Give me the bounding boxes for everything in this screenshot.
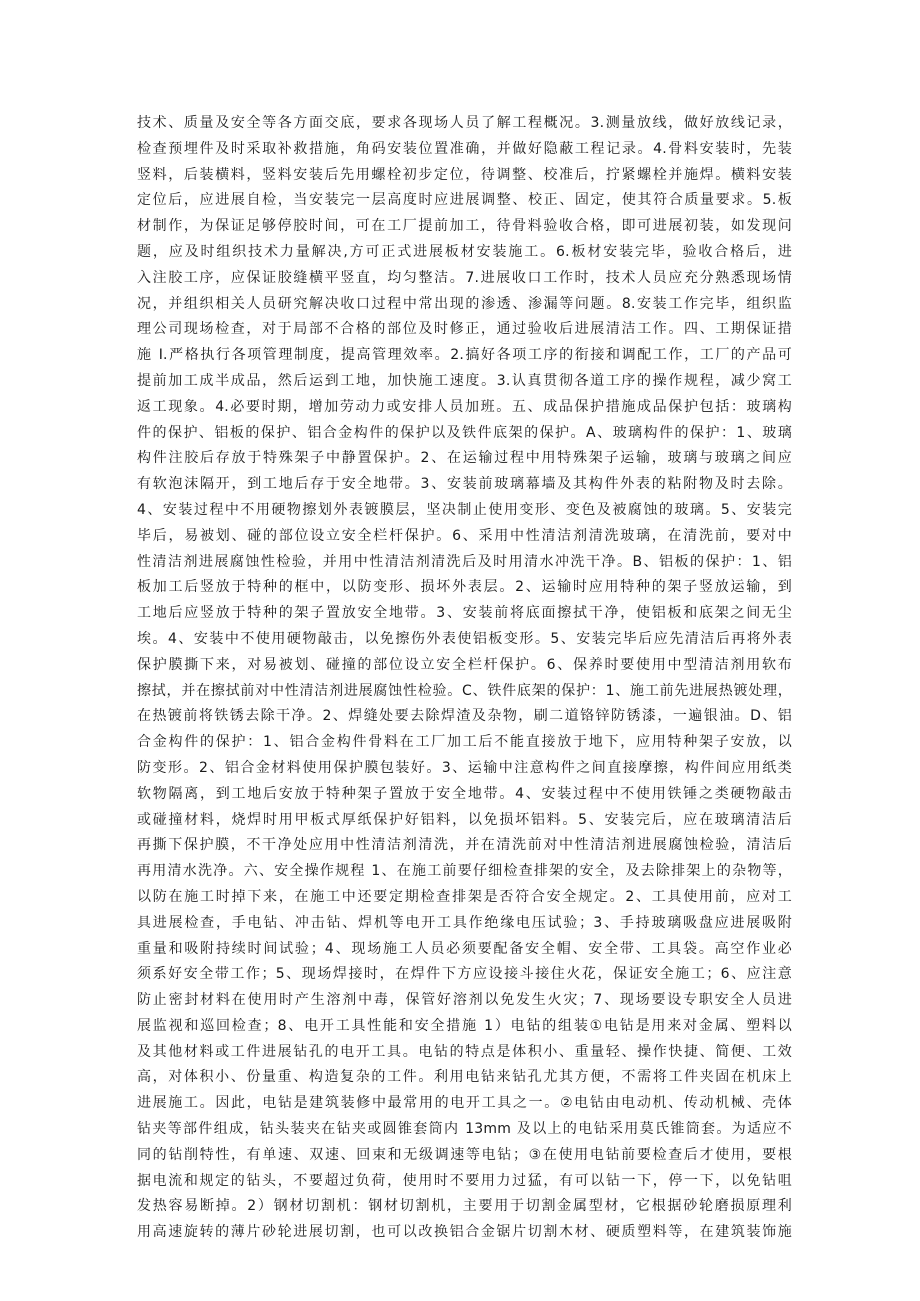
text-line: 提前加工成半成品，然后运到工地，加快施工速度。3.认真贯彻各道工序的操作规程，减少窝工 [137, 372, 792, 389]
text-line: 况，并组织相关人员研究解决收口过程中常出现的渗透、渗漏等问题。8.安装工作完毕，组织监 [137, 295, 792, 312]
text-line: 及其他材料或工件进展钻孔的电开工具。电钻的特点是体积小、重量轻、操作快捷、简便、工效 [137, 1043, 792, 1060]
text-line: 再用清水洗净。六、安全操作规程 1、在施工前要仔细检查排架的安全，及去除排架上的杂物等， [137, 863, 792, 880]
text-line: 发热容易断掉。2）钢材切割机：钢材切割机，主要用于切割金属型材，它根据砂轮磨损原理利 [137, 1198, 792, 1215]
text-line: 竖料，后装横料，竖料安装后先用螺栓初步定位，待调整、校准后，拧紧螺栓并施焊。横料安装 [137, 166, 792, 183]
body-text [137, 111, 792, 1246]
text-line: 4、安装过程中不用硬物擦划外表镀膜层，坚决制止使用变形、变色及被腐蚀的玻璃。5、安装完 [137, 501, 792, 518]
text-line: 据电流和规定的钻头，不要超过负荷，使用时不要用力过猛，有可以钻一下，停一下，以免钻咀 [137, 1172, 792, 1189]
text-line: 擦拭，并在擦拭前对中性清洁剂进展腐蚀性检验。C、铁件底架的保护：1、施工前先进展热镀处理， [137, 682, 792, 699]
text-line: 同的钻削特性，有单速、双速、回束和无级调速等电钻；③在使用电钻前要检查后才使用，要根 [137, 1146, 792, 1163]
text-line: 理公司现场检查，对于局部不合格的部位及时修正，通过验收后进展清洁工作。四、工期保证措 [137, 321, 792, 338]
text-line: 构件注胶后存放于特殊架子中静置保护。2、在运输过程中用特殊架子运输，玻璃与玻璃之间应 [137, 450, 792, 467]
text-line: 重量和吸附持续时间试验；4、现场施工人员必须要配备安全帽、安全带、工具袋。高空作业必 [137, 940, 792, 957]
text-line: 高，对体积小、份量重、构造复杂的工件。利用电钻来钻孔尤其方便，不需将工件夹固在机床上 [137, 1069, 792, 1086]
text-line: 毕后，易被划、碰的部位设立安全栏杆保护。6、采用中性清洁剂清洗玻璃，在清洗前，要对中 [137, 527, 792, 544]
text-line: 工地后应竖放于特种的架子置放安全地带。3、安装前将底面擦拭干净，使铝板和底架之间无尘 [137, 605, 792, 622]
text-line: 防变形。2、铝合金材料使用保护膜包装好。3、运输中注意构件之间直接摩擦，构件间应用纸类 [137, 759, 792, 776]
text-line: 施 I.严格执行各项管理制度，提高管理效率。2.搞好各项工序的衔接和调配工作，工厂的产品可 [137, 347, 792, 364]
text-line: 入注胶工序，应保证胶缝横平竖直，均匀整洁。7.进展收口工作时，技术人员应充分熟悉现场情 [137, 269, 792, 286]
text-line: 钻夹等部件组成，钻头装夹在钻夹或圆锥套筒内 13mm 及以上的电钻采用莫氏锥筒套。为适应不 [137, 1121, 792, 1138]
text-line: 技术、质量及安全等各方面交底，要求各现场人员了解工程概况。3.测量放线，做好放线记录， [137, 115, 792, 131]
text-line: 检查预埋件及时采取补救措施，角码安装位置准确，并做好隐蔽工程记录。4.骨料安装时，先装 [137, 140, 792, 157]
text-line: 材制作，为保证足够停胶时间，可在工厂提前加工，待骨料验收合格，即可进展初装，如发现问 [137, 218, 792, 235]
text-line: 具进展检查，手电钻、冲击钻、焊机等电开工具作绝缘电压试验；3、手持玻璃吸盘应进展吸附 [137, 914, 792, 931]
text-line: 性清洁剂进展腐蚀性检验，并用中性清洁剂清洗后及时用清水冲洗干净。B、铝板的保护：1、铝 [137, 553, 792, 570]
text-line: 有软泡沫隔开，到工地后存于安全地带。3、安装前玻璃幕墙及其构件外表的粘附物及时去除。 [137, 476, 792, 493]
text-line: 以防在施工时掉下来，在施工中还要定期检查排架是否符合安全规定。2、工具使用前，应对工 [137, 888, 792, 905]
text-line: 进展施工。因此，电钻是建筑装修中最常用的电开工具之一。②电钻由电动机、传动机械、壳体 [137, 1095, 792, 1112]
text-line: 件的保护、铝板的保护、铝合金构件的保护以及铁件底架的保护。A、玻璃构件的保护：1、玻璃 [137, 424, 792, 441]
text-line: 返工现象。4.必要时期，增加劳动力或安排人员加班。五、成品保护措施成品保护包括：玻璃构 [137, 398, 792, 415]
text-line: 在热镀前将铁锈去除干净。2、焊缝处要去除焊渣及杂物，刷二道铬锌防锈漆，一遍银油。D、铝 [137, 708, 792, 725]
text-line: 须系好安全带工作；5、现场焊接时，在焊件下方应设接斗接住火花，保证安全施工；6、应注意 [137, 966, 792, 983]
text-line: 题，应及时组织技术力量解决,方可正式进展板材安装施工。6.板材安装完毕，验收合格后，进 [137, 243, 792, 260]
text-line: 板加工后竖放于特种的框中，以防变形、损坏外表层。2、运输时应用特种的架子竖放运输，到 [137, 579, 792, 596]
text-line: 定位后，应进展自检，当安装完一层高度时应进展调整、校正、固定，使其符合质量要求。5.板 [137, 192, 792, 209]
text-line: 合金构件的保护：1、铝合金构件骨料在工厂加工后不能直接放于地下，应用特种架子安放，以 [137, 734, 792, 751]
text-line: 防止密封材料在使用时产生溶剂中毒，保管好溶剂以免发生火灾；7、现场要设专职安全人员进 [137, 992, 792, 1009]
text-line: 保护膜撕下来，对易被划、碰撞的部位设立安全栏杆保护。6、保养时要使用中型清洁剂用软布 [137, 656, 792, 673]
text-line: 埃。4、安装中不使用硬物敲击，以免擦伤外表使铝板变形。5、安装完毕后应先清洁后再将外表 [137, 630, 792, 647]
text-line: 或碰撞材料，烧焊时用甲板式厚纸保护好铝料，以免损坏铝料。5、安装完后，应在玻璃清洁后 [137, 811, 792, 828]
text-line: 用高速旋转的薄片砂轮进展切割，也可以改换铝合金锯片切割木材、硬质塑料等，在建筑装饰施 [137, 1224, 792, 1241]
text-line: 展监视和巡回检查；8、电开工具性能和安全措施 1）电钻的组装①电钻是用来对金属、塑料以 [137, 1017, 792, 1034]
text-line: 软物隔离，到工地后安放于特种架子置放于安全地带。4、安装过程中不使用铁锤之类硬物敲击 [137, 785, 792, 802]
text-line: 再撕下保护膜，不干净处应用中性清洁剂清洗，并在清洗前对中性清洁剂进展腐蚀检验，清洁后 [137, 837, 792, 854]
